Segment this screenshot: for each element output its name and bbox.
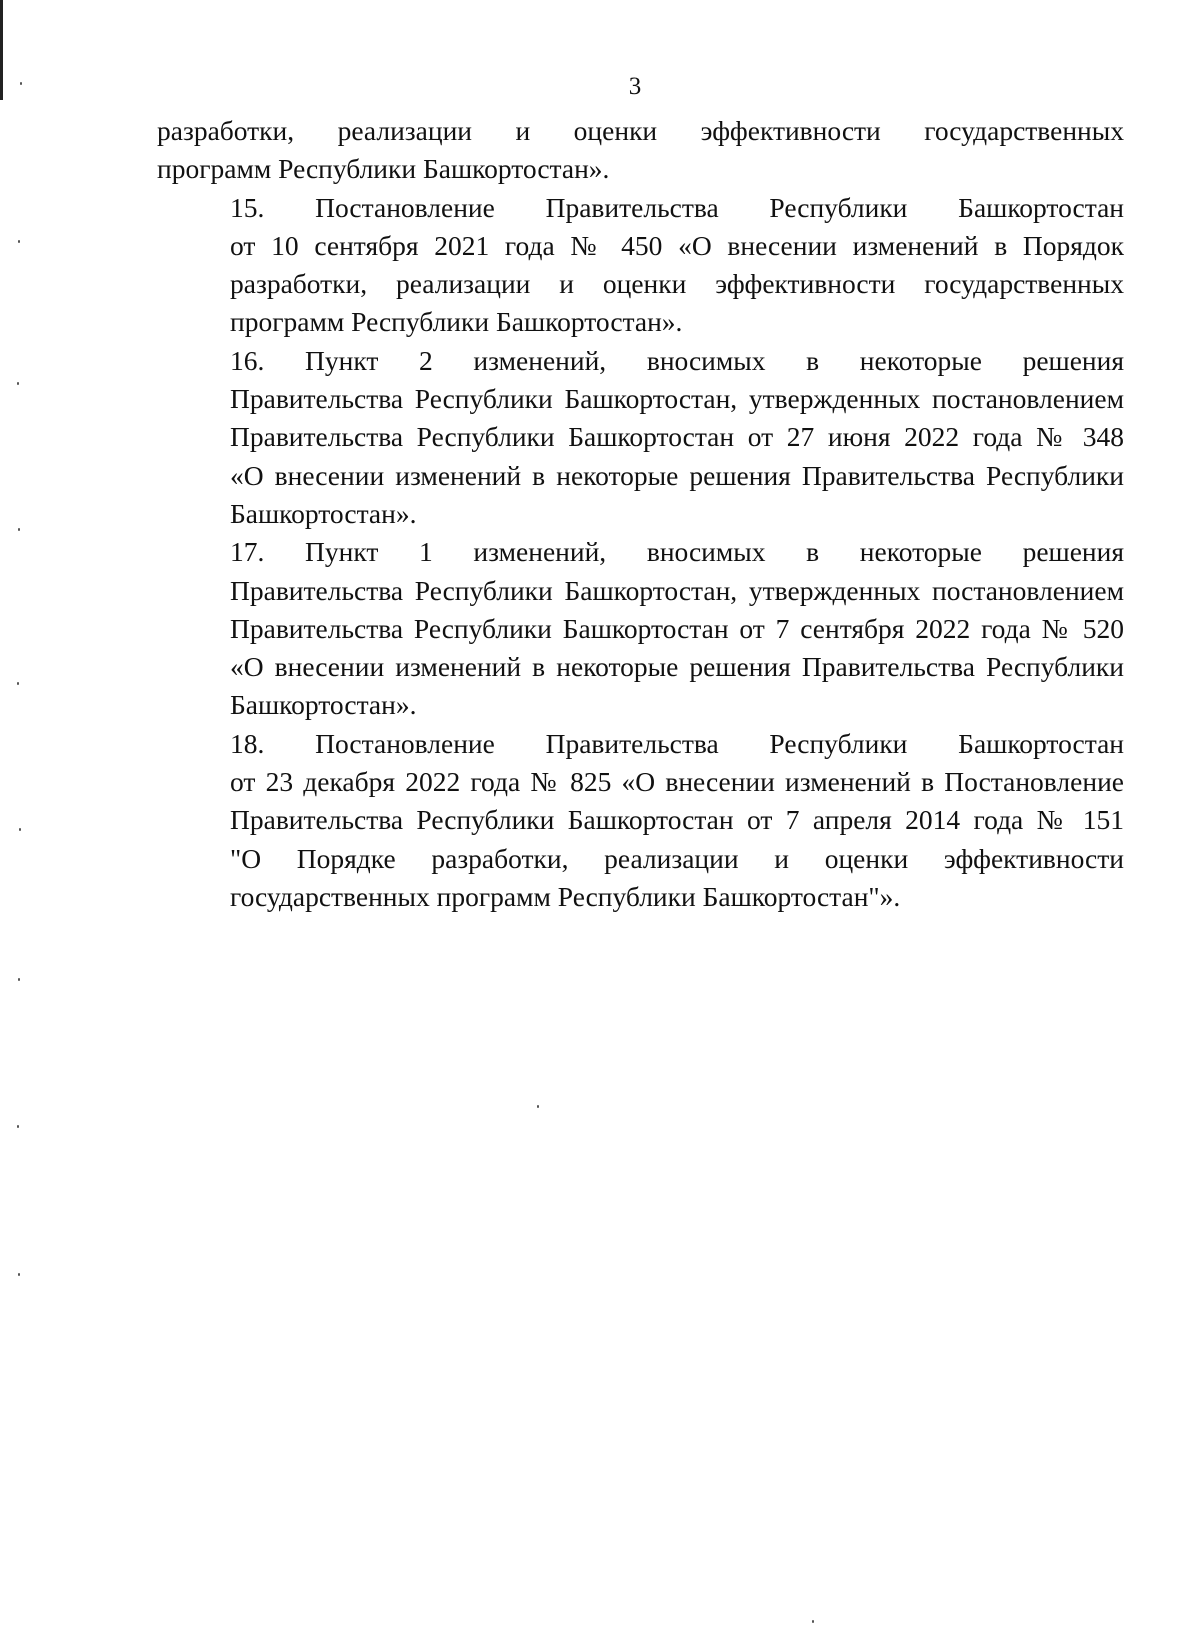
text-line: Правительства Республики Башкортостан от 27 июня 2022 года № 348 bbox=[230, 421, 1124, 453]
text-line: Правительства Республики Башкортостан от 7 сентября 2022 года № 520 bbox=[230, 612, 1124, 644]
text-line: Башкортостан». bbox=[230, 497, 417, 529]
scan-speck bbox=[812, 1620, 814, 1623]
text-line: "О Порядке разработки, реализации и оценки эффективности bbox=[230, 842, 1124, 874]
text-line: программ Республики Башкортостан». bbox=[230, 306, 683, 338]
text-line: Правительства Республики Башкортостан от 7 апреля 2014 года № 151 bbox=[230, 804, 1124, 836]
document-body bbox=[157, 112, 1124, 916]
scan-speck bbox=[18, 1273, 20, 1276]
text-line: «О внесении изменений в некоторые решения Правительства Республики bbox=[230, 459, 1124, 491]
text-line: Правительства Республики Башкортостан, утвержденных постановлением bbox=[230, 383, 1124, 415]
scan-speck bbox=[17, 1125, 19, 1128]
paragraph-continuation bbox=[157, 112, 1124, 189]
scan-speck bbox=[19, 828, 21, 831]
text-line: разработки, реализации и оценки эффективности государственных bbox=[157, 115, 1124, 146]
text-line: 16. Пункт 2 изменений, вносимых в некоторые решения bbox=[230, 344, 1124, 376]
text-line: от 10 сентября 2021 года № 450 «О внесении изменений в Порядок bbox=[230, 229, 1124, 261]
paragraph-item-18 bbox=[157, 725, 1124, 916]
text-line: «О внесении изменений в некоторые решения Правительства Республики bbox=[230, 651, 1124, 683]
paragraph-item-15 bbox=[157, 189, 1124, 342]
page-number: 3 bbox=[628, 73, 642, 100]
paragraph-item-17 bbox=[157, 533, 1124, 724]
text-line: 17. Пункт 1 изменений, вносимых в некоторые решения bbox=[230, 536, 1124, 568]
text-line: государственных программ Республики Башкортостан"». bbox=[230, 880, 901, 912]
scan-speck bbox=[18, 978, 20, 981]
scan-speck bbox=[18, 528, 20, 531]
text-line: Башкортостан». bbox=[230, 689, 417, 721]
scan-speck bbox=[18, 240, 20, 243]
text-line: от 23 декабря 2022 года № 825 «О внесении изменений в Постановление bbox=[230, 766, 1124, 798]
text-line: разработки, реализации и оценки эффективности государственных bbox=[230, 268, 1124, 300]
scan-speck bbox=[17, 382, 19, 385]
scan-speck bbox=[17, 682, 19, 685]
text-line: Правительства Республики Башкортостан, утвержденных постановлением bbox=[230, 574, 1124, 606]
text-line: 15. Постановление Правительства Республики Башкортостан bbox=[230, 191, 1124, 223]
text-line: 18. Постановление Правительства Республики Башкортостан bbox=[230, 727, 1124, 759]
paragraph-item-16 bbox=[157, 342, 1124, 533]
scan-speck bbox=[537, 1105, 539, 1108]
text-line: программ Республики Башкортостан». bbox=[157, 153, 610, 185]
